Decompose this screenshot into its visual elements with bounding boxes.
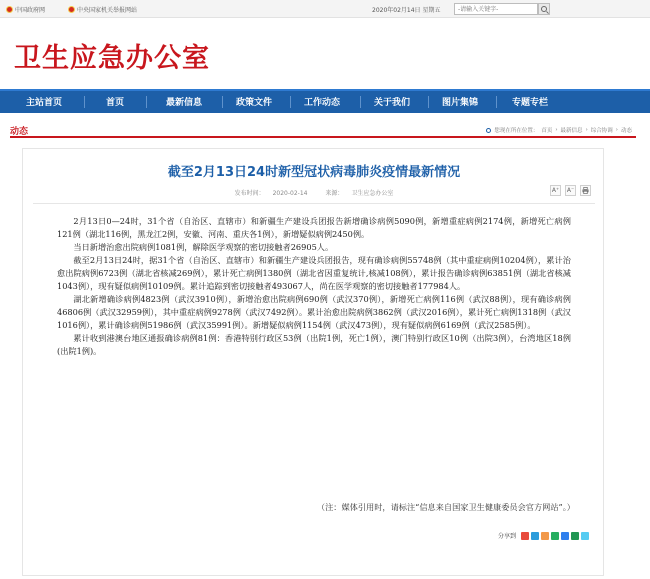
top-utility-bar: [0, 0, 650, 18]
nav-separator: [222, 96, 223, 108]
article-tools: [550, 185, 591, 196]
nav-item-about-us[interactable]: 关于我们: [374, 98, 411, 108]
nav-item-home[interactable]: 首页: [106, 98, 125, 108]
citation-note: （注：媒体引用时，请标注“信息来自国家卫生健康委员会官方网站”。）: [316, 502, 575, 512]
article-paragraph: 2月13日0—24时，31个省（自治区、直辖市）和新疆生产建设兵团报告新增确诊病例5090例，新增重症病例2174例，新增死亡病例121例（湖北116例，黑龙江2例，安徽、河南、重庆各1例），新增疑似病例2450例。: [57, 216, 571, 239]
share-label: 分享到: [497, 533, 516, 540]
gov-portal-link[interactable]: 中国政府网: [6, 5, 45, 14]
current-date: 2020年02月14日 星期五: [372, 7, 441, 14]
breadcrumb-separator: ›: [555, 127, 558, 133]
publish-date: 2020-02-14: [272, 190, 308, 197]
print-button[interactable]: [580, 185, 591, 196]
nav-item-photo-gallery[interactable]: 图片集锦: [442, 98, 479, 108]
nav-item-special-topics[interactable]: 专题专栏: [512, 98, 549, 108]
source-label: 来源：: [325, 190, 344, 197]
nav-separator: [496, 96, 497, 108]
share-qzone-icon[interactable]: [531, 532, 539, 540]
share-wechat-icon[interactable]: [551, 532, 559, 540]
source-name: 卫生应急办公室: [351, 190, 394, 197]
nav-item-latest-info[interactable]: 最新信息: [166, 98, 203, 108]
location-pin-icon: [486, 128, 491, 133]
article-card: [22, 148, 604, 576]
national-emblem-icon: [6, 6, 13, 13]
breadcrumb-link-home[interactable]: 首页: [541, 128, 553, 134]
breadcrumb-separator: ›: [585, 127, 588, 133]
search-button[interactable]: [538, 3, 550, 15]
font-larger-icon: A⁺: [551, 187, 560, 194]
nav-separator: [360, 96, 361, 108]
article-paragraph: 湖北新增确诊病例4823例（武汉3910例），新增治愈出院病例690例（武汉370例），新增死亡病例116例（武汉88例），现有确诊病例46806例（武汉32959例），其中重症病例9278例（武汉7492例）。累计治愈出院病例3862例（武汉2016例），累计死亡病例1318例（武汉1016例），累计确诊病例51986例（武汉35991例）。新增疑似病例1154例（武汉473例），现有疑似病例6169例（武汉2585例）。: [57, 294, 571, 330]
report-site-link[interactable]: 中央国家机关举报网站: [68, 5, 137, 14]
article-paragraph: 当日新增治愈出院病例1081例，解除医学观察的密切接触者26905人。: [73, 242, 334, 252]
publish-label: 发布时间：: [234, 190, 265, 197]
section-label: 动态: [10, 127, 29, 137]
search-input[interactable]: [454, 3, 538, 15]
article-title: 截至2月13日24时新型冠状病毒肺炎疫情最新情况: [167, 165, 461, 180]
main-nav: [0, 89, 650, 113]
breadcrumb-current: 动态: [620, 128, 632, 134]
nav-separator: [146, 96, 147, 108]
nav-item-policy-docs[interactable]: 政策文件: [236, 98, 273, 108]
article-paragraph: 截至2月13日24时，据31个省（自治区、直辖市）和新疆生产建设兵团报告，现有确诊病例55748例（其中重症病例10204例），累计治愈出院病例6723例（湖北省核减269例），累计死亡病例1380例（湖北省因重复统计,核减108例），累计报告确诊病例63851例（湖北省核减1043例），现有疑似病例10109例。累计追踪到密切接触者493067人，尚在医学观察的密切接触者177984人。: [57, 255, 571, 291]
breadcrumb-row: [10, 124, 636, 138]
share-douban-icon[interactable]: [571, 532, 579, 540]
share-weibo-icon[interactable]: [521, 532, 529, 540]
nav-separator: [84, 96, 85, 108]
font-smaller-icon: A⁻: [566, 187, 575, 194]
breadcrumb-prefix: 您现在所在位置：: [494, 128, 539, 134]
breadcrumb-link-latest[interactable]: 最新信息: [560, 128, 583, 134]
search-icon: [541, 6, 547, 12]
printer-icon: [582, 187, 589, 194]
national-emblem-icon: [68, 6, 75, 13]
breadcrumb-link-coordination[interactable]: 综合协调: [590, 128, 613, 134]
article-paragraph: 累计收到港澳台地区通报确诊病例81例：香港特别行政区53例（出院1例，死亡1例），澳门特别行政区10例（出院3例），台湾地区18例(出院1例)。: [57, 333, 571, 356]
site-title: 卫生应急办公室: [14, 43, 210, 74]
share-renren-icon[interactable]: [561, 532, 569, 540]
title-divider: [33, 203, 595, 204]
breadcrumb-separator: ›: [615, 127, 618, 133]
article-body: [57, 215, 571, 358]
nav-separator: [290, 96, 291, 108]
font-larger-button[interactable]: [550, 185, 561, 196]
share-more-icon[interactable]: [581, 532, 589, 540]
nav-separator: [428, 96, 429, 108]
font-smaller-button[interactable]: [565, 185, 576, 196]
share-tencent-weibo-icon[interactable]: [541, 532, 549, 540]
nav-item-main-home[interactable]: 主站首页: [26, 98, 63, 108]
breadcrumb: [486, 126, 632, 134]
article-meta: [23, 188, 605, 197]
nav-item-work-news[interactable]: 工作动态: [304, 98, 341, 108]
share-bar: [498, 531, 589, 540]
